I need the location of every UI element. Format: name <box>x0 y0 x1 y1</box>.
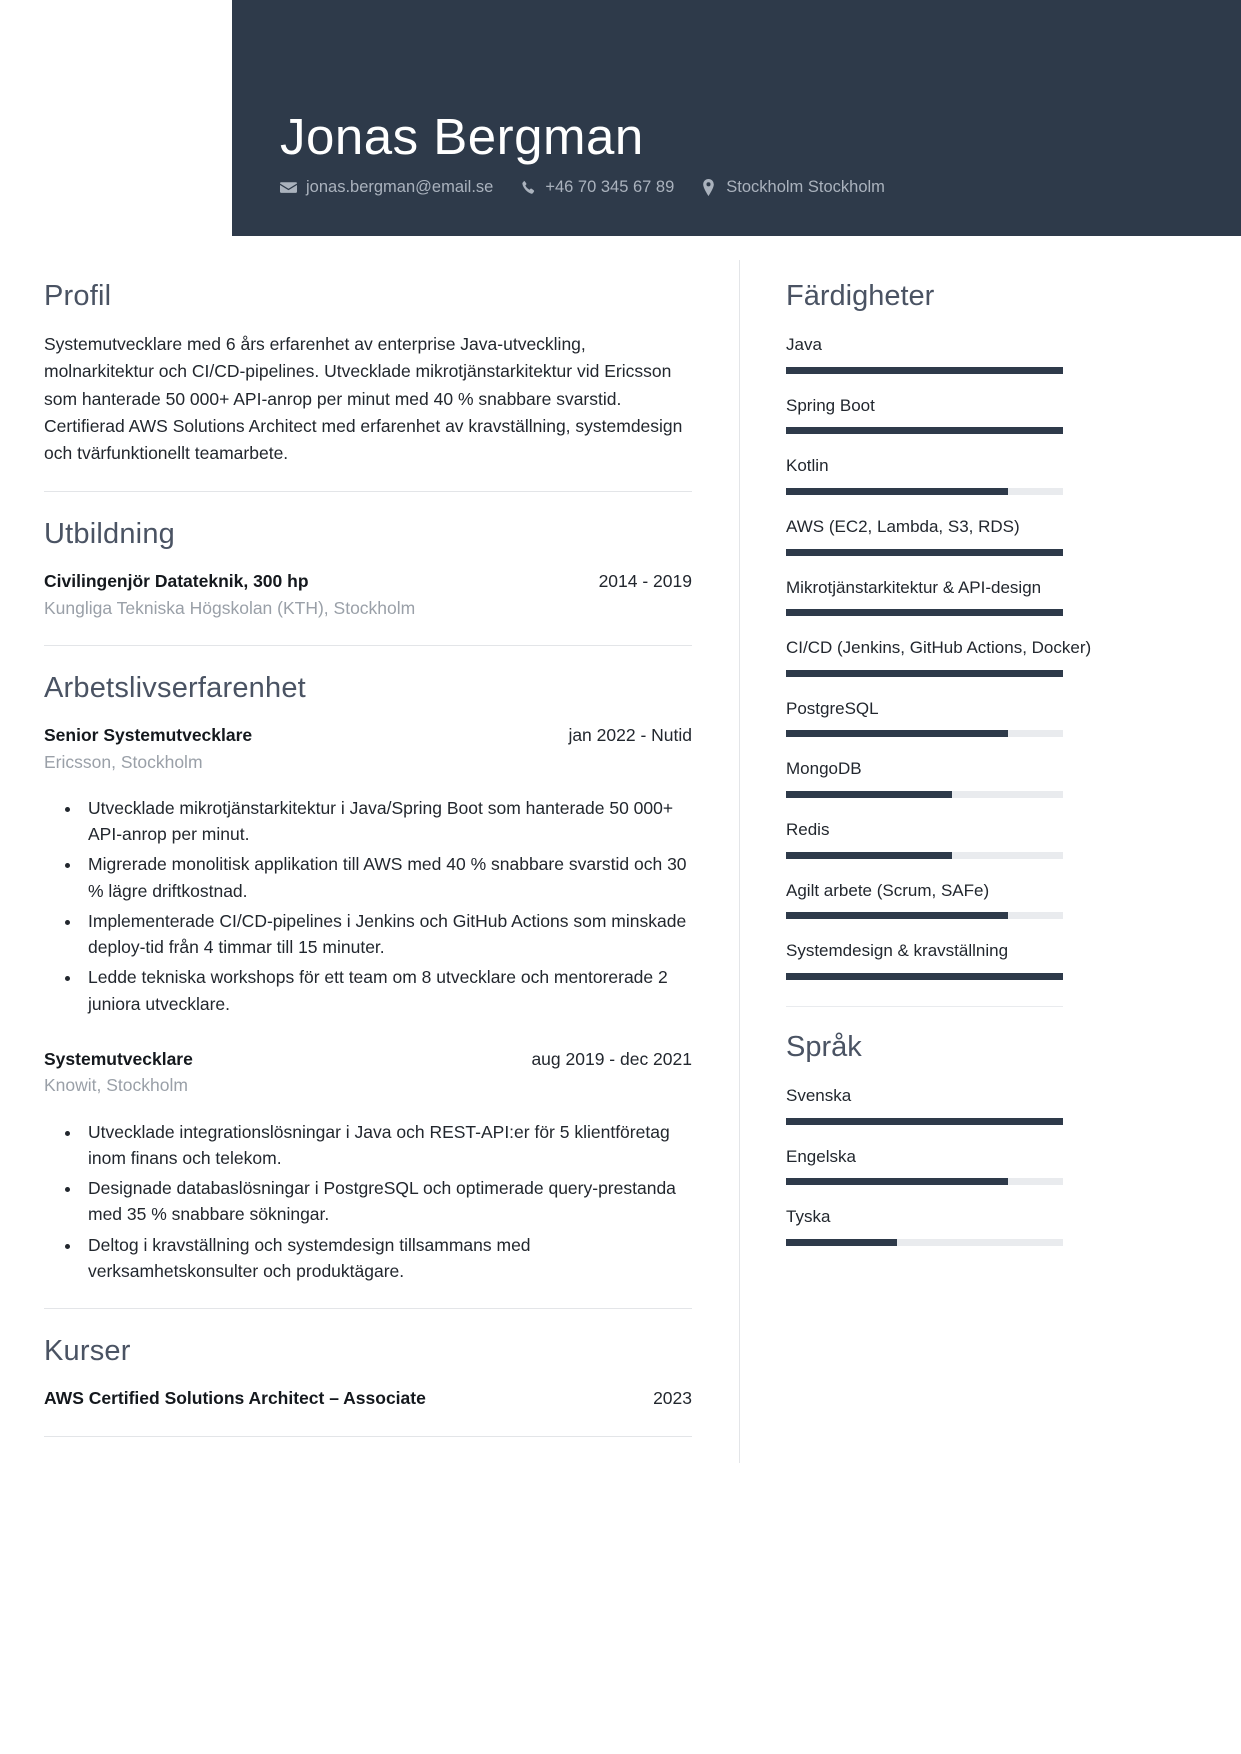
contact-email-text: jonas.bergman@email.se <box>306 178 494 197</box>
skill-label: Java <box>786 335 822 354</box>
section-courses <box>44 1335 692 1411</box>
phone-icon <box>519 179 536 196</box>
experience-date: aug 2019 - dec 2021 <box>531 1048 692 1069</box>
course-date: 2023 <box>653 1388 692 1409</box>
skill-item <box>786 757 1184 798</box>
skill-item <box>786 636 1184 677</box>
experience-bullet: • Utvecklade integrationslösningar i Java och REST-API:er för 5 klientföretag inom finans och telekom. <box>82 1119 692 1172</box>
section-title-profile: Profil <box>44 280 112 312</box>
location-pin-icon <box>700 179 717 196</box>
language-label: Tyska <box>786 1207 831 1227</box>
contact-phone[interactable] <box>519 179 674 196</box>
skill-label: Kotlin <box>786 456 829 476</box>
experience-bullet: • Deltog i kravställning och systemdesign tillsammans med verksamhetskonsulter och produktägare. <box>82 1232 692 1285</box>
skill-bar-track <box>786 730 1063 737</box>
skill-bar-track <box>786 912 1063 919</box>
experience-entry-head <box>44 1047 692 1072</box>
section-education <box>44 518 692 621</box>
education-entry-head <box>44 569 692 594</box>
skill-label: Spring Boot <box>786 395 875 415</box>
skill-item <box>786 939 1184 980</box>
contact-location[interactable] <box>700 179 885 196</box>
skill-item <box>786 697 1184 738</box>
section-experience <box>44 672 692 1284</box>
skill-bar-track <box>786 852 1063 859</box>
page-title: Jonas Bergman <box>280 107 644 165</box>
experience-entry <box>44 723 692 1017</box>
skill-label: Agilt arbete (Scrum, SAFe) <box>786 880 990 900</box>
divider <box>44 645 692 646</box>
section-title-courses: Kurser <box>44 1335 131 1368</box>
sidebar <box>739 260 1240 1463</box>
skill-item <box>786 515 1184 556</box>
experience-company: Knowit, Stockholm <box>44 1075 188 1096</box>
main-column <box>0 260 740 1463</box>
language-item <box>786 1145 1184 1186</box>
language-item <box>786 1084 1184 1125</box>
skill-bar-fill <box>786 973 1063 980</box>
skill-bar-track <box>786 488 1063 495</box>
skill-label: Mikrotjänstarkitektur & API-design <box>786 577 1042 597</box>
skill-label: CI/CD (Jenkins, GitHub Actions, Docker) <box>786 638 1092 658</box>
education-school: Kungliga Tekniska Högskolan (KTH), Stockholm <box>44 597 416 618</box>
language-bar-track <box>786 1118 1063 1125</box>
skill-bar-track <box>786 973 1063 980</box>
skill-label: PostgreSQL <box>786 698 879 718</box>
section-title-experience: Arbetslivserfarenhet <box>44 672 306 705</box>
language-bar-fill <box>786 1239 897 1246</box>
experience-role: Senior Systemutvecklare <box>44 725 253 746</box>
envelope-icon <box>280 179 297 196</box>
skill-bar-fill <box>786 852 952 859</box>
skills-list <box>786 333 1184 980</box>
experience-bullet: • Utvecklade mikrotjänstarkitektur i Java/Spring Boot som hanterade 50 000+ API-anrop per minut. <box>82 795 692 848</box>
skill-bar-fill <box>786 912 1008 919</box>
resume-header <box>232 0 1241 236</box>
skill-bar-fill <box>786 427 1063 434</box>
experience-role: Systemutvecklare <box>44 1048 193 1069</box>
profile-summary-text: Systemutvecklare med 6 års erfarenhet av enterprise Java-utveckling, molnarkitektur och CI/CD-pipelines. Utvecklade mikrotjänstarkitektur vid Ericsson som hanterade 50 000+ API-anrop per minut med 40 % snabbare svarstid. Certifierad AWS Solutions Architect med erfarenhet av kravställning, systemdesign och tvärfunktionellt teamarbete. <box>44 334 683 464</box>
experience-bullet: • Designade databaslösningar i PostgreSQL och optimerade query-prestanda med 35 % snabbare sökningar. <box>82 1175 692 1228</box>
experience-bullet: • Implementerade CI/CD-pipelines i Jenkins och GitHub Actions som minskade deploy-tid från 4 timmar till 15 minuter. <box>82 908 692 961</box>
skill-bar-track <box>786 367 1063 374</box>
experience-bullet-list <box>44 795 692 1017</box>
skill-item <box>786 394 1184 435</box>
skill-bar-fill <box>786 367 1063 374</box>
experience-entry <box>44 1047 692 1284</box>
language-bar-fill <box>786 1118 1063 1125</box>
language-label: Svenska <box>786 1086 852 1106</box>
education-entry <box>44 569 692 621</box>
skill-bar-fill <box>786 488 1008 495</box>
skill-bar-track <box>786 427 1063 434</box>
experience-bullet: • Ledde tekniska workshops för ett team om 8 utvecklare och mentorerade 2 juniora utvecklare. <box>82 964 692 1017</box>
experience-bullet-list <box>44 1119 692 1285</box>
skill-label: AWS (EC2, Lambda, S3, RDS) <box>786 516 1020 536</box>
divider <box>44 1308 692 1309</box>
skill-item <box>786 333 1184 374</box>
section-profile <box>44 280 692 467</box>
skill-bar-fill <box>786 791 952 798</box>
section-title-skills: Färdigheter <box>786 280 935 312</box>
skill-item <box>786 879 1184 920</box>
languages-list <box>786 1084 1184 1246</box>
language-label: Engelska <box>786 1146 856 1166</box>
contact-location-text: Stockholm Stockholm <box>726 178 885 197</box>
experience-company: Ericsson, Stockholm <box>44 751 203 772</box>
skill-item <box>786 818 1184 859</box>
skill-item <box>786 454 1184 495</box>
language-bar-track <box>786 1239 1063 1246</box>
skill-bar-track <box>786 670 1063 677</box>
section-title-education: Utbildning <box>44 518 175 551</box>
language-item <box>786 1205 1184 1246</box>
experience-bullet: • Migrerade monolitisk applikation till AWS med 40 % snabbare svarstid och 30 % lägre driftkostnad. <box>82 851 692 904</box>
skill-bar-fill <box>786 549 1063 556</box>
divider <box>44 491 692 492</box>
skill-bar-track <box>786 791 1063 798</box>
skill-bar-fill <box>786 670 1063 677</box>
contact-email[interactable] <box>280 179 493 196</box>
contact-row <box>280 179 1241 196</box>
course-entry-head <box>44 1386 692 1411</box>
skill-bar-track <box>786 609 1063 616</box>
sidebar-divider <box>786 1006 1063 1007</box>
education-degree: Civilingenjör Datateknik, 300 hp <box>44 571 309 592</box>
experience-date: jan 2022 - Nutid <box>568 725 692 746</box>
language-bar-track <box>786 1178 1063 1185</box>
language-bar-fill <box>786 1178 1008 1185</box>
course-name: AWS Certified Solutions Architect – Associate <box>44 1388 426 1409</box>
skill-bar-fill <box>786 730 1008 737</box>
skill-label: Redis <box>786 820 830 840</box>
experience-entry-head <box>44 723 692 748</box>
section-title-languages: Språk <box>786 1031 862 1064</box>
skill-bar-track <box>786 549 1063 556</box>
resume-body <box>0 236 1241 1463</box>
course-entry <box>44 1386 692 1411</box>
education-date: 2014 - 2019 <box>598 571 692 592</box>
divider <box>44 1436 692 1437</box>
skill-label: Systemdesign & kravställning <box>786 941 1009 961</box>
skill-label: MongoDB <box>786 759 862 779</box>
skill-item <box>786 576 1184 617</box>
contact-phone-text: +46 70 345 67 89 <box>545 178 675 197</box>
skill-bar-fill <box>786 609 1063 616</box>
